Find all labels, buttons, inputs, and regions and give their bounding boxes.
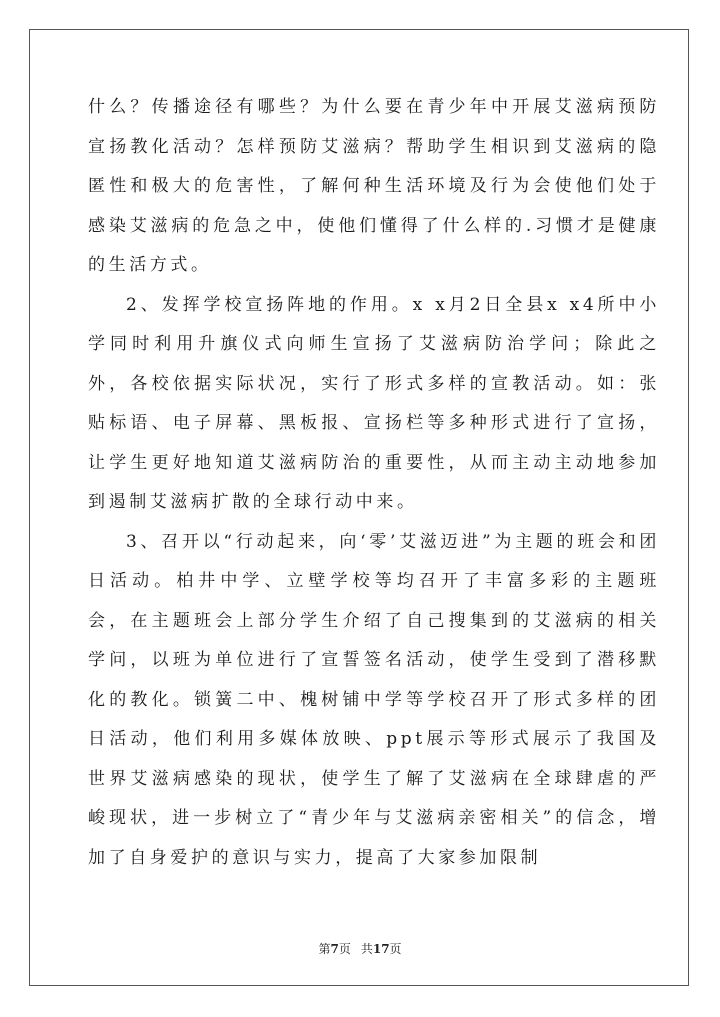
page-footer: [0, 940, 720, 957]
document-body: [88, 88, 660, 878]
page-suffix: 页: [338, 942, 351, 956]
total-page-number: 17: [372, 942, 390, 956]
paragraph-continued: 什么？传播途径有哪些？为什么要在青少年中开展艾滋病预防宣扬教化活动？怎样预防艾滋病？帮助学生相识到艾滋病的隐匿性和极大的危害性，了解何种生活环境及行为会使他们处于感染艾滋病的危急之中，使他们懂得了什么样的.习惯才是健康的生活方式。: [88, 97, 660, 275]
total-prefix: 共: [360, 942, 373, 956]
paragraph-item-2: 2、发挥学校宣扬阵地的作用。x x月2日全县x x4所中小学同时利用升旗仪式向师生宣扬了艾滋病防治学问；除此之外，各校依据实际状况，实行了形式多样的宣教活动。如：张贴标语、电子屏幕、黑板报、宣扬栏等多种形式进行了宣扬，让学生更好地知道艾滋病防治的重要性，从而主动主动地参加到遏制艾滋病扩散的全球行动中来。: [88, 294, 660, 512]
paragraph-item-3: 3、召开以“行动起来，向‘零’艾滋迈进”为主题的班会和团日活动。柏井中学、立壁学校等均召开了丰富多彩的主题班会，在主题班会上部分学生介绍了自己搜集到的艾滋病的相关学问，以班为单位进行了宣誓签名活动，使学生受到了潜移默化的教化。锁簧二中、槐树铺中学等学校召开了形式多样的团日活动，他们利用多媒体放映、ppt展示等形式展示了我国及世界艾滋病感染的现状，使学生了解了艾滋病在全球肆虐的严峻现状，进一步树立了“青少年与艾滋病亲密相关”的信念，增加了自身爱护的意识与实力，提高了大家参加限制: [88, 531, 660, 868]
current-page-number: 7: [330, 942, 339, 956]
page-prefix: 第: [318, 942, 331, 956]
total-suffix: 页: [389, 942, 402, 956]
